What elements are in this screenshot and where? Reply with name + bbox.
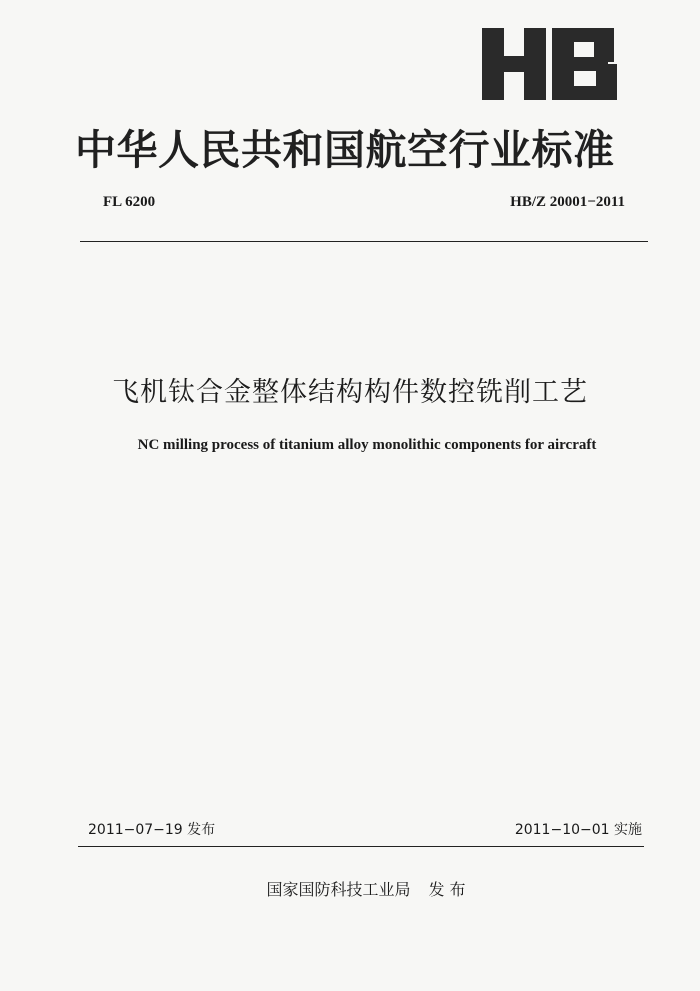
footer-divider (78, 846, 644, 847)
publisher-line (0, 877, 700, 900)
header-divider (80, 241, 648, 242)
document-title-chinese: 飞机钛合金整体结构构件数控铣削工艺 (112, 377, 588, 408)
issue-date: 2011−07−19 发布 (88, 822, 216, 838)
implementation-date: 2011−10−01 实施 (514, 822, 642, 838)
document-title-english: NC milling process of titanium alloy monolithic components for aircraft (137, 437, 597, 453)
classification-code: FL 6200 (103, 194, 156, 210)
standard-organization-title: 中华人民共和国航空行业标准 (75, 126, 615, 174)
publisher-name: 国家国防科技工业局 (266, 880, 411, 899)
publisher-action: 发 布 (428, 880, 466, 899)
standard-number: HB/Z 20001−2011 (510, 194, 625, 210)
hb-logo-mark (482, 28, 617, 100)
hb-logo (482, 28, 617, 100)
